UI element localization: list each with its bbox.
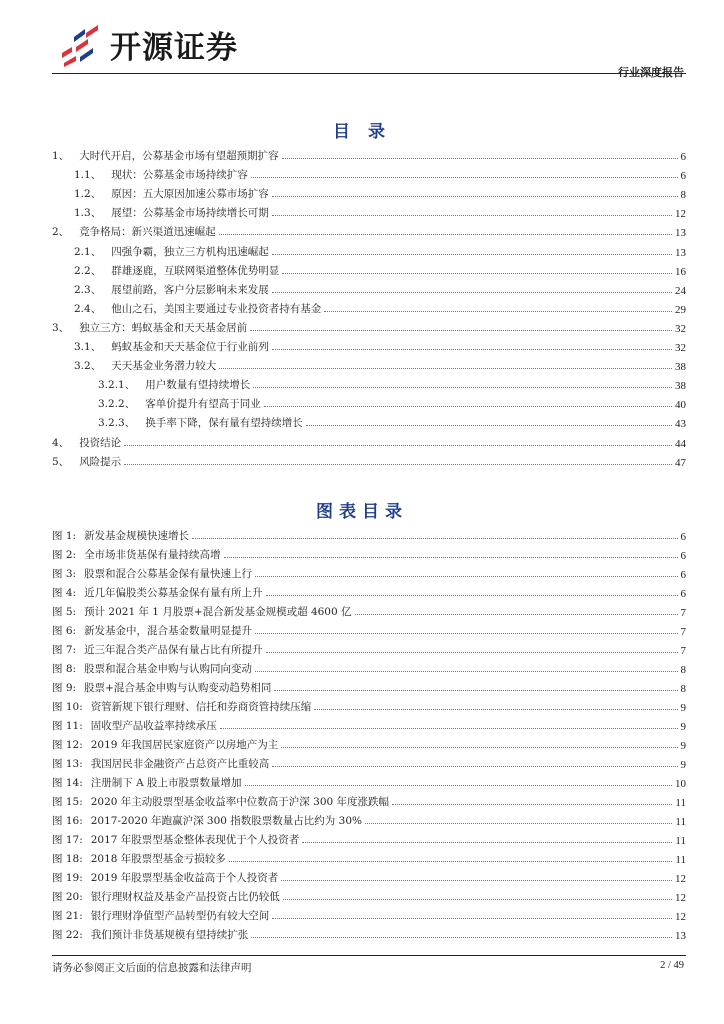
figure-entry-title: 2017-2020 年跑赢沪深 300 指数股票数量占比约为 30% bbox=[90, 815, 362, 827]
toc-entry[interactable] bbox=[52, 241, 686, 259]
toc-entry-title: 客单价提升有望高于同业 bbox=[145, 398, 261, 411]
toc-entry-number: 2、 bbox=[52, 226, 70, 239]
figure-entry-number: 图 13: bbox=[52, 758, 83, 770]
dot-leader bbox=[266, 595, 678, 596]
toc-entry-page: 24 bbox=[675, 284, 686, 297]
toc-entry[interactable] bbox=[52, 317, 686, 335]
toc-entry[interactable] bbox=[52, 221, 686, 239]
toc-entry-page: 32 bbox=[675, 322, 686, 335]
figure-entry[interactable] bbox=[52, 601, 686, 619]
figure-entry-number: 图 18: bbox=[52, 853, 83, 865]
dot-leader bbox=[220, 728, 678, 729]
toc-entry-page: 47 bbox=[675, 456, 686, 469]
toc-entry-number: 2.3、 bbox=[74, 283, 102, 296]
figure-entry-page: 7 bbox=[680, 626, 686, 638]
toc-entry-number: 3.1、 bbox=[74, 341, 102, 353]
figure-entry-title: 2018 年股票型基金亏损较多 bbox=[90, 853, 226, 865]
dot-leader bbox=[272, 254, 672, 255]
figure-entry-page: 12 bbox=[675, 892, 686, 904]
figure-entry-title: 2019 年股票型基金收益高于个人投资者 bbox=[90, 872, 279, 884]
toc-entry-number: 3.2、 bbox=[74, 360, 102, 373]
figure-entry-page: 7 bbox=[680, 645, 686, 657]
toc-entry-title: 现状：公募基金市场持续扩容 bbox=[111, 169, 248, 182]
brand-name: 开源证券 bbox=[110, 30, 238, 66]
figure-entry[interactable] bbox=[52, 563, 686, 581]
toc-entry-page: 38 bbox=[675, 380, 686, 393]
dot-leader bbox=[282, 158, 678, 159]
toc-entry-page: 8 bbox=[680, 189, 686, 202]
dot-leader bbox=[255, 633, 677, 634]
toc-entry-page: 40 bbox=[675, 399, 686, 412]
figure-entry-page: 11 bbox=[675, 854, 686, 866]
dot-leader bbox=[272, 292, 672, 293]
toc-entry-page: 29 bbox=[675, 303, 686, 316]
dot-leader bbox=[224, 557, 678, 558]
toc-entry-title: 换手率下降，保有量有望持续增长 bbox=[145, 417, 303, 430]
toc-entry-title: 投资结论 bbox=[79, 436, 122, 449]
figure-entry-title: 银行理财权益及基金产品投资占比仍较低 bbox=[90, 891, 280, 903]
toc-entry-title: 大时代开启，公募基金市场有望超预期扩容 bbox=[79, 150, 279, 162]
toc-entry-number: 1.3、 bbox=[74, 207, 102, 220]
dot-leader bbox=[255, 576, 677, 577]
figure-entry[interactable] bbox=[52, 772, 686, 790]
report-type-label: 行业深度报告 bbox=[618, 66, 684, 79]
figures-title: 图表目录 bbox=[316, 502, 408, 522]
dot-leader bbox=[365, 823, 672, 824]
figure-entry[interactable] bbox=[52, 734, 686, 752]
figure-entry[interactable] bbox=[52, 582, 686, 600]
dot-leader bbox=[251, 937, 672, 938]
dot-leader bbox=[306, 425, 672, 426]
figure-entry[interactable] bbox=[52, 829, 686, 847]
toc-entry-number: 1.1、 bbox=[74, 169, 102, 182]
figure-entry[interactable] bbox=[52, 658, 686, 676]
toc-entry-title: 用户数量有望持续增长 bbox=[145, 379, 251, 392]
dot-leader bbox=[253, 387, 672, 388]
toc-entry-page: 12 bbox=[675, 208, 686, 221]
dot-leader bbox=[124, 464, 672, 465]
figure-entry-number: 图 16: bbox=[52, 815, 83, 827]
figure-entry-title: 2019 年我国居民家庭资产以房地产为主 bbox=[90, 739, 279, 751]
figure-entry-title: 新发基金中，混合基金数量明显提升 bbox=[84, 625, 253, 637]
figure-entry-page: 6 bbox=[680, 550, 686, 562]
figure-entry-number: 图 2: bbox=[52, 549, 77, 561]
dot-leader bbox=[272, 766, 677, 767]
toc-entry-page: 16 bbox=[675, 265, 686, 278]
toc-entry-title: 群雄逐鹿，互联网渠道整体优势明显 bbox=[111, 264, 280, 277]
toc-entry-title: 四强争霸，独立三方机构迅速崛起 bbox=[111, 245, 269, 258]
figure-entry-title: 股票和混合公募基金保有量快速上行 bbox=[84, 568, 253, 580]
figure-entry-page: 12 bbox=[675, 873, 686, 885]
toc-entry-number: 3.2.2、 bbox=[98, 398, 136, 411]
figure-entry[interactable] bbox=[52, 905, 686, 923]
dot-leader bbox=[219, 234, 672, 235]
toc-entry[interactable] bbox=[52, 164, 686, 182]
brand-logo-icon bbox=[58, 23, 104, 67]
dot-leader bbox=[272, 215, 672, 216]
page-number: 2 / 49 bbox=[660, 960, 684, 971]
dot-leader bbox=[245, 785, 672, 786]
brand-logo bbox=[58, 22, 238, 67]
figure-entry-page: 13 bbox=[675, 930, 686, 942]
figure-entry-number: 图 11: bbox=[52, 720, 83, 732]
toc-entry-page: 44 bbox=[675, 437, 686, 450]
toc-entry-title: 天天基金业务潜力较大 bbox=[111, 360, 217, 373]
figure-entry-number: 图 14: bbox=[52, 777, 83, 789]
page-header bbox=[0, 0, 724, 90]
figure-entry-title: 全市场非货基保有量持续高增 bbox=[84, 549, 221, 561]
toc-entry-title: 展望前路，客户分层影响未来发展 bbox=[111, 283, 269, 296]
figure-entry-number: 图 15: bbox=[52, 796, 83, 808]
figure-entry-number: 图 17: bbox=[52, 834, 83, 846]
toc-entry-number: 3.2.1、 bbox=[98, 379, 136, 392]
figure-entry-number: 图 12: bbox=[52, 739, 83, 751]
dot-leader bbox=[314, 709, 677, 710]
figure-entry-page: 9 bbox=[680, 721, 686, 733]
figure-entry[interactable] bbox=[52, 810, 686, 828]
figure-entry-number: 图 5: bbox=[52, 606, 77, 618]
figure-entry-title: 固收型产品收益率持续承压 bbox=[90, 720, 217, 732]
toc-entry[interactable] bbox=[52, 183, 686, 201]
toc-entry[interactable] bbox=[52, 355, 686, 373]
toc-entry-title: 他山之石，美国主要通过专业投资者持有基金 bbox=[111, 302, 322, 315]
toc-entry[interactable] bbox=[52, 298, 686, 316]
toc-entry-page: 6 bbox=[680, 151, 686, 163]
figure-entry-page: 7 bbox=[680, 607, 686, 619]
figure-entry-title: 2017 年股票型基金整体表现优于个人投资者 bbox=[90, 834, 300, 846]
dot-leader bbox=[229, 861, 673, 862]
dot-leader bbox=[255, 671, 677, 672]
toc-entry[interactable] bbox=[52, 393, 686, 411]
figure-entry-title: 2020 年主动股票型基金收益率中位数高于沪深 300 年度涨跌幅 bbox=[90, 796, 390, 808]
dot-leader bbox=[324, 311, 672, 312]
toc-entry[interactable] bbox=[52, 374, 686, 392]
toc-entry-page: 13 bbox=[675, 246, 686, 259]
dot-leader bbox=[355, 614, 678, 615]
figure-entry-title: 注册制下 A 股上市股票数量增加 bbox=[90, 777, 242, 789]
figure-entry-number: 图 20: bbox=[52, 891, 83, 903]
toc-entry-title: 风险提示 bbox=[79, 455, 122, 468]
figure-entry-page: 9 bbox=[680, 740, 686, 752]
dot-leader bbox=[274, 690, 677, 691]
figure-entry-title: 我国居民非金融资产占总资产比重较高 bbox=[90, 758, 270, 770]
footer-divider bbox=[52, 955, 686, 956]
figure-entry-title: 我们预计非货基规模有望持续扩张 bbox=[90, 929, 249, 941]
figure-entry-title: 近三年混合类产品保有量占比有所提升 bbox=[84, 644, 263, 656]
toc-entry[interactable] bbox=[52, 279, 686, 297]
toc-entry-number: 1.2、 bbox=[74, 188, 102, 201]
toc-entry-number: 1、 bbox=[52, 150, 70, 162]
toc-entry[interactable] bbox=[52, 432, 686, 450]
dot-leader bbox=[192, 538, 677, 539]
figure-entry-number: 图 9: bbox=[52, 682, 77, 694]
figure-entry-number: 图 1: bbox=[52, 530, 77, 542]
toc-entry-title: 展望：公募基金市场持续增长可期 bbox=[111, 207, 269, 220]
contents-title: 目 录 bbox=[333, 122, 391, 142]
toc-entry[interactable] bbox=[52, 202, 686, 220]
figure-entry-page: 11 bbox=[675, 816, 686, 828]
toc-entry-number: 2.1、 bbox=[74, 245, 102, 258]
figure-entry[interactable] bbox=[52, 924, 686, 942]
dot-leader bbox=[281, 747, 677, 748]
header-divider bbox=[52, 73, 686, 74]
figure-entry-page: 6 bbox=[680, 588, 686, 600]
dot-leader bbox=[219, 368, 672, 369]
toc-entry-page: 13 bbox=[675, 227, 686, 240]
figure-entry-page: 8 bbox=[680, 664, 686, 676]
figure-entry-number: 图 21: bbox=[52, 910, 83, 922]
figure-entry-title: 资管新规下银行理财、信托和券商资管持续压缩 bbox=[90, 701, 312, 713]
figure-entry-page: 6 bbox=[680, 531, 686, 543]
figure-entry[interactable] bbox=[52, 867, 686, 885]
figure-entry[interactable] bbox=[52, 544, 686, 562]
toc-entry[interactable] bbox=[52, 451, 686, 469]
figure-entry[interactable] bbox=[52, 848, 686, 866]
dot-leader bbox=[283, 899, 672, 900]
toc-entry-title: 蚂蚁基金和天天基金位于行业前列 bbox=[111, 341, 269, 353]
figure-entry-page: 11 bbox=[675, 797, 686, 809]
figure-entry-page: 9 bbox=[680, 702, 686, 714]
toc-entry-page: 32 bbox=[675, 342, 686, 354]
dot-leader bbox=[250, 330, 672, 331]
figure-entry-title: 银行理财净值型产品转型仍有较大空间 bbox=[90, 910, 270, 922]
figure-entry-title: 股票和混合基金申购与认购同向变动 bbox=[84, 663, 253, 675]
figure-entry-number: 图 4: bbox=[52, 587, 77, 599]
figure-entry-number: 图 3: bbox=[52, 568, 77, 580]
figure-entry-number: 图 8: bbox=[52, 663, 77, 675]
figure-entry[interactable] bbox=[52, 639, 686, 657]
figure-entry-number: 图 22: bbox=[52, 929, 83, 941]
toc-entry-number: 4、 bbox=[52, 436, 70, 449]
figure-entry-title: 股票+混合基金申购与认购变动趋势相同 bbox=[84, 682, 272, 694]
toc-entry-title: 独立三方：蚂蚁基金和天天基金居前 bbox=[79, 321, 248, 334]
figure-entry-page: 6 bbox=[680, 569, 686, 581]
toc-entry-number: 5、 bbox=[52, 455, 70, 468]
footer-disclaimer: 请务必参阅正文后面的信息披露和法律声明 bbox=[52, 962, 252, 974]
figure-entry[interactable] bbox=[52, 525, 686, 543]
figure-entry-title: 新发基金规模快速增长 bbox=[84, 530, 190, 542]
figure-entry-title: 预计 2021 年 1 月股票+混合新发基金规模或超 4600 亿 bbox=[84, 606, 352, 618]
toc-entry[interactable] bbox=[52, 412, 686, 430]
toc-entry-page: 6 bbox=[680, 170, 686, 183]
figure-entry-number: 图 19: bbox=[52, 872, 83, 884]
dot-leader bbox=[281, 880, 672, 881]
dot-leader bbox=[272, 349, 672, 350]
toc-entry-number: 2.4、 bbox=[74, 302, 102, 315]
dot-leader bbox=[272, 918, 672, 919]
toc-entry[interactable] bbox=[52, 260, 686, 278]
figure-entry-page: 11 bbox=[675, 835, 686, 847]
dot-leader bbox=[266, 652, 678, 653]
figure-entry[interactable] bbox=[52, 620, 686, 638]
figure-entry-title: 近几年偏股类公募基金保有量有所上升 bbox=[84, 587, 263, 599]
toc-entry-page: 38 bbox=[675, 361, 686, 374]
figure-entry-page: 9 bbox=[680, 759, 686, 771]
toc-entry[interactable] bbox=[52, 336, 686, 354]
figure-entry-page: 10 bbox=[675, 778, 686, 790]
dot-leader bbox=[392, 804, 672, 805]
figure-entry-page: 8 bbox=[680, 683, 686, 695]
figure-entry[interactable] bbox=[52, 753, 686, 771]
figure-entry-number: 图 10: bbox=[52, 701, 83, 713]
toc-entry-title: 原因：五大原因加速公募市场扩容 bbox=[111, 188, 269, 201]
figure-entry[interactable] bbox=[52, 677, 686, 695]
figure-entry[interactable] bbox=[52, 791, 686, 809]
dot-leader bbox=[282, 273, 672, 274]
toc-entry-page: 43 bbox=[675, 418, 686, 431]
toc-entry-number: 3.2.3、 bbox=[98, 417, 136, 430]
figure-entry-page: 12 bbox=[675, 911, 686, 923]
figure-entry-number: 图 6: bbox=[52, 625, 77, 637]
dot-leader bbox=[251, 177, 678, 178]
toc-entry[interactable] bbox=[52, 145, 686, 163]
dot-leader bbox=[264, 406, 672, 407]
figure-entry[interactable] bbox=[52, 715, 686, 733]
figure-entry[interactable] bbox=[52, 886, 686, 904]
toc-entry-number: 2.2、 bbox=[74, 264, 102, 277]
toc-entry-number: 3、 bbox=[52, 321, 70, 334]
dot-leader bbox=[302, 842, 672, 843]
dot-leader bbox=[272, 196, 678, 197]
dot-leader bbox=[124, 445, 672, 446]
toc-entry-title: 竞争格局：新兴渠道迅速崛起 bbox=[79, 226, 216, 239]
figure-entry-number: 图 7: bbox=[52, 644, 77, 656]
figure-entry[interactable] bbox=[52, 696, 686, 714]
